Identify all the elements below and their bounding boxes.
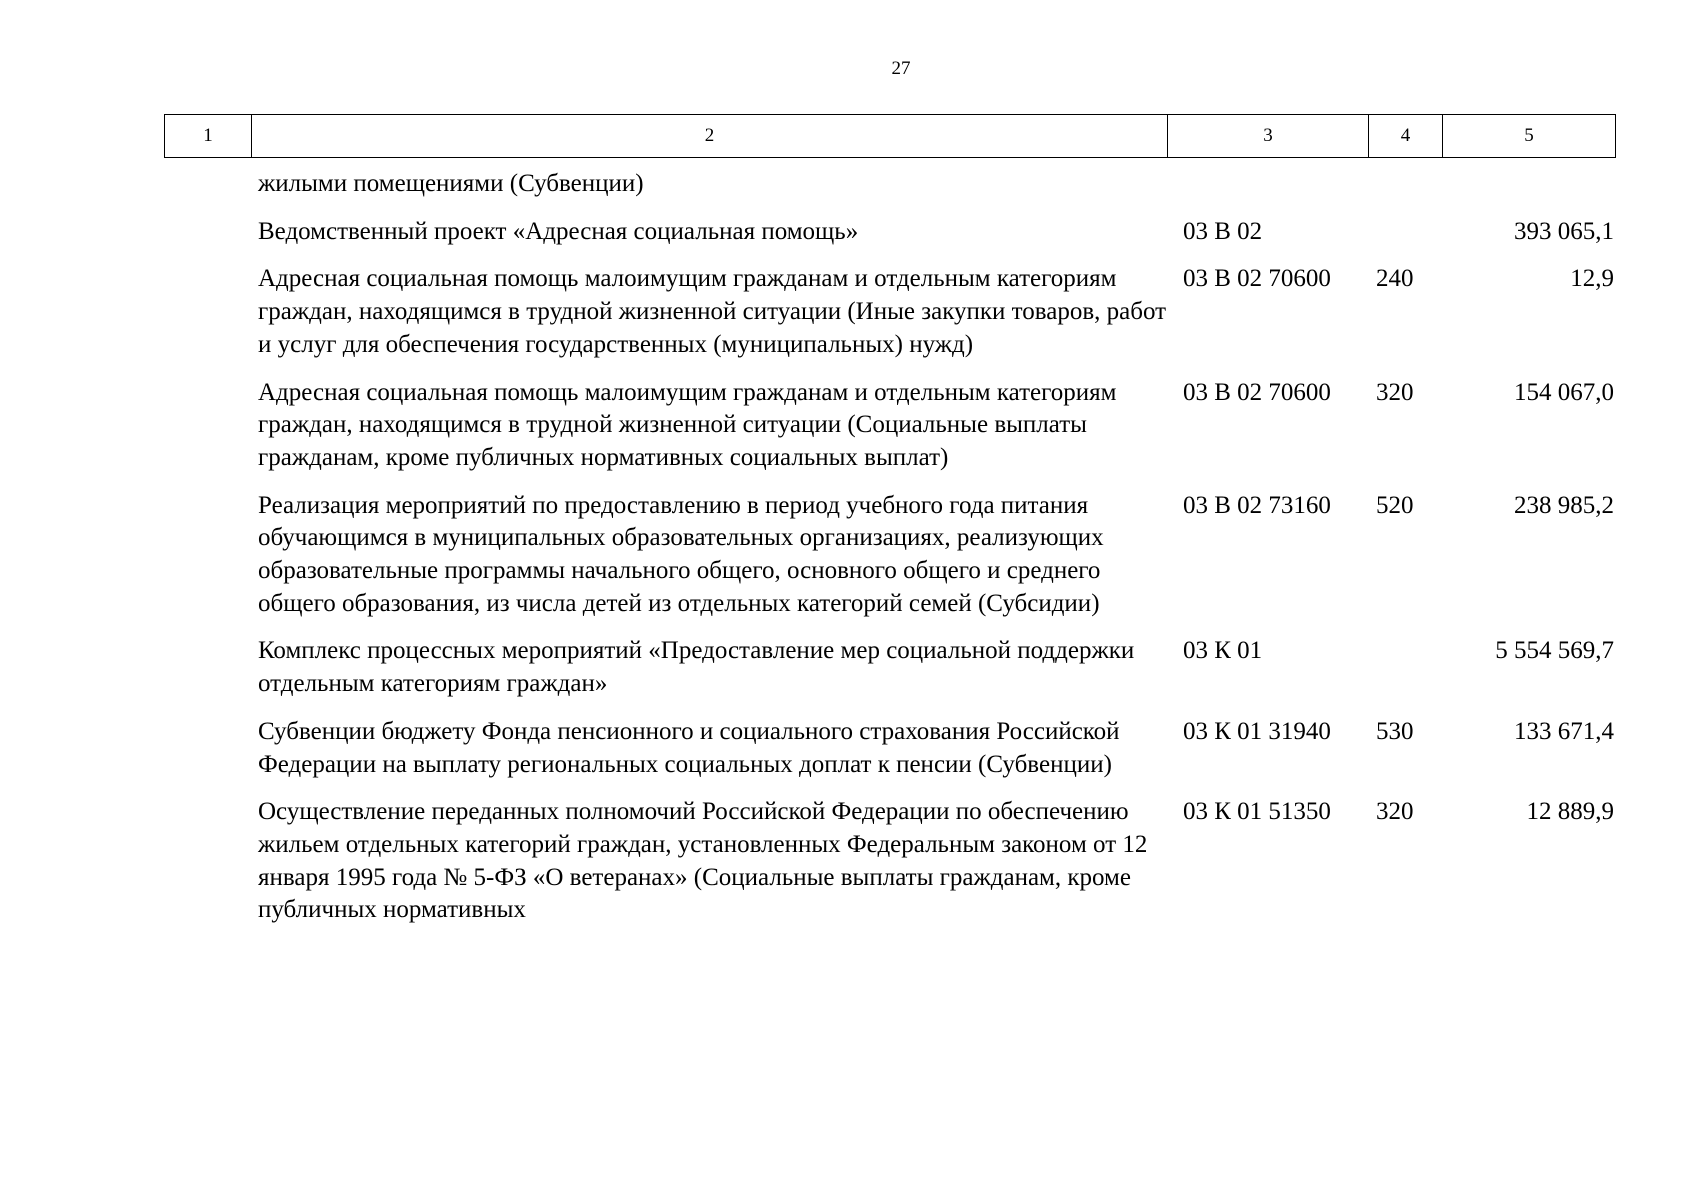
column-header-table (164, 114, 1616, 158)
table-row (258, 377, 1622, 475)
row-name: Комплекс процессных мероприятий «Предоставление мер социальной поддержки отдельным категориям граждан» (258, 637, 1135, 698)
page-number: 27 (891, 58, 911, 79)
row-amount: 393 065,1 (1514, 217, 1614, 245)
row-code: 03 К 01 (1183, 637, 1263, 665)
row-code: 03 В 02 70600 (1183, 378, 1331, 406)
row-name: Адресная социальная помощь малоимущим гражданам и отдельным категориям граждан, находящимся в трудной жизненной ситуации (Социальные выплаты гражданам, кроме публичных нормативных социальных выплат) (258, 378, 1117, 471)
table-row (258, 635, 1622, 700)
column-header-1: 1 (165, 115, 252, 158)
column-header-2: 2 (252, 115, 1168, 158)
row-name: Осуществление переданных полномочий Российской Федерации по обеспечению жильем отдельных категорий граждан, установленных Федеральным законом от 12 января 1995 года № 5-ФЗ «О ветеранах» (Социальные выплаты гражданам, кроме публичных нормативных (258, 798, 1148, 924)
table-row (258, 716, 1622, 781)
row-amount: 133 671,4 (1514, 717, 1614, 745)
column-header-row (165, 115, 1616, 158)
row-amount: 154 067,0 (1514, 378, 1614, 406)
row-code: 03 В 02 73160 (1183, 491, 1331, 519)
row-expense-type: 320 (1376, 798, 1414, 826)
row-amount: 12 889,9 (1526, 798, 1614, 826)
row-name: Адресная социальная помощь малоимущим гражданам и отдельным категориям граждан, находящимся в трудной жизненной ситуации (Иные закупки товаров, работ и услуг для обеспечения государственных (муниципальных) нужд) (258, 265, 1167, 358)
table-row (258, 263, 1622, 361)
row-name: жилыми помещениями (Субвенции) (258, 170, 644, 197)
row-name: Субвенции бюджету Фонда пенсионного и социального страхования Российской Федерации на выплату региональных социальных доплат к пенсии (Субвенции) (258, 717, 1120, 778)
table-row (258, 796, 1622, 927)
row-expense-type: 240 (1376, 265, 1414, 293)
row-name: Ведомственный проект «Адресная социальная помощь» (258, 217, 859, 245)
row-amount: 238 985,2 (1514, 491, 1614, 519)
row-amount: 5 554 569,7 (1495, 637, 1614, 665)
table-row (258, 490, 1622, 621)
budget-table-body (258, 168, 1622, 927)
row-code: 03 В 02 (1183, 217, 1263, 245)
row-expense-type: 530 (1376, 717, 1414, 745)
row-amount: 12,9 (1570, 265, 1614, 293)
column-header-3: 3 (1168, 115, 1369, 158)
table-row (258, 168, 1622, 201)
row-expense-type: 320 (1376, 378, 1414, 406)
column-header-4: 4 (1369, 115, 1443, 158)
row-code: 03 К 01 31940 (1183, 717, 1331, 745)
row-name: Реализация мероприятий по предоставлению в период учебного года питания обучающимся в муниципальных образовательных организациях, реализующих образовательные программы начального общего, основного общего и среднего общего образования, из числа детей из отдельных категорий семей (Субсидии) (258, 491, 1104, 617)
row-code: 03 К 01 51350 (1183, 798, 1331, 826)
row-code: 03 В 02 70600 (1183, 265, 1331, 293)
table-row (258, 216, 1622, 249)
row-expense-type: 520 (1376, 491, 1414, 519)
column-header-5: 5 (1443, 115, 1616, 158)
